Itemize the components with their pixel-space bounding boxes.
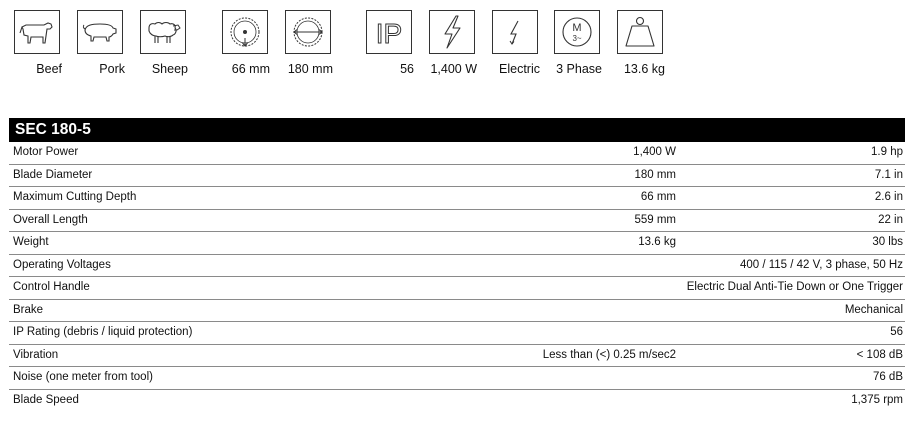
sheep-icon xyxy=(143,14,183,50)
spec-label: Vibration xyxy=(13,348,59,361)
feature-icons xyxy=(12,10,918,85)
spec-imperial-value: 76 dB xyxy=(872,371,903,383)
spec-label: Noise (one meter from tool) xyxy=(13,371,153,383)
svg-text:IP: IP xyxy=(375,18,403,49)
spec-label: Control Handle xyxy=(13,281,90,293)
beef-icon xyxy=(17,14,57,50)
blade-diameter-feature xyxy=(283,10,333,78)
spec-metric-value: 1,400 W xyxy=(633,146,676,158)
pork-icon xyxy=(80,14,120,50)
icon-label: 13.6 kg xyxy=(623,62,665,76)
spec-imperial-value: 7.1 in xyxy=(874,168,903,181)
spec-imperial-value: 56 xyxy=(890,326,903,338)
spec-label: Maximum Cutting Depth xyxy=(13,191,137,203)
weight-icon xyxy=(620,14,660,50)
three-phase-feature xyxy=(552,10,602,78)
icon-label: 56 xyxy=(400,62,414,76)
ip-rating-feature xyxy=(364,10,414,78)
blade-depth-icon xyxy=(225,14,265,50)
icon-label: Beef xyxy=(36,62,62,76)
weight-feature xyxy=(615,10,665,78)
spec-table xyxy=(9,142,905,411)
icon-label: Pork xyxy=(99,62,125,76)
spec-imperial-value: < 108 dB xyxy=(856,348,903,361)
electric-icon xyxy=(495,14,535,50)
icon-label: Sheep xyxy=(151,62,188,76)
spec-metric-value: Less than (<) 0.25 m/sec2 xyxy=(542,348,676,361)
ip-rating-icon xyxy=(369,14,409,50)
electric-feature xyxy=(490,10,540,78)
table-row xyxy=(9,345,905,368)
spec-label: Operating Voltages xyxy=(13,258,111,271)
spec-imperial-value: Electric Dual Anti-Tie Down or One Trigger xyxy=(686,281,903,293)
spec-label: Blade Diameter xyxy=(13,168,93,181)
table-row xyxy=(9,322,905,345)
spec-label: Motor Power xyxy=(13,146,79,158)
beef-feature xyxy=(12,10,62,78)
spec-label: Brake xyxy=(13,303,44,316)
icon-label: Electric xyxy=(499,62,540,76)
spec-label: Blade Speed xyxy=(13,393,79,406)
table-row xyxy=(9,367,905,390)
power-feature xyxy=(427,10,477,78)
sheep-feature xyxy=(138,10,188,78)
blade-diameter-icon xyxy=(288,14,328,50)
cutting-depth-feature xyxy=(220,10,270,78)
spec-label: IP Rating (debris / liquid protection) xyxy=(13,326,193,338)
table-row xyxy=(9,390,905,412)
three-phase-motor-icon xyxy=(557,14,597,50)
spec-metric-value: 13.6 kg xyxy=(638,236,676,248)
spec-imperial-value: 400 / 115 / 42 V, 3 phase, 50 Hz xyxy=(739,258,903,271)
table-row xyxy=(9,277,905,300)
pork-feature xyxy=(75,10,125,78)
icon-label: 66 mm xyxy=(231,62,270,76)
spec-imperial-value: 22 in xyxy=(878,213,903,226)
spec-metric-value: 66 mm xyxy=(640,191,676,203)
spec-imperial-value: 30 lbs xyxy=(872,236,903,248)
spec-metric-value: 180 mm xyxy=(634,168,676,181)
icon-label: 1,400 W xyxy=(430,62,477,76)
table-row xyxy=(9,142,905,165)
icon-label: 3 Phase xyxy=(556,62,602,76)
spec-imperial-value: Mechanical xyxy=(844,303,903,316)
icon-label: 180 mm xyxy=(287,62,333,76)
table-row xyxy=(9,232,905,255)
spec-imperial-value: 1,375 rpm xyxy=(851,393,903,406)
table-row xyxy=(9,187,905,210)
spec-imperial-value: 2.6 in xyxy=(874,191,903,203)
svg-text:3~: 3~ xyxy=(572,34,582,43)
model-title-bar: SEC 180-5 xyxy=(9,118,905,142)
table-row xyxy=(9,210,905,233)
table-row xyxy=(9,300,905,323)
table-row xyxy=(9,165,905,188)
table-row xyxy=(9,255,905,278)
spec-metric-value: 559 mm xyxy=(634,213,676,226)
spec-label: Overall Length xyxy=(13,213,88,226)
svg-text:M: M xyxy=(572,22,582,34)
spec-imperial-value: 1.9 hp xyxy=(871,146,903,158)
spec-label: Weight xyxy=(13,236,49,248)
power-icon xyxy=(432,14,472,50)
